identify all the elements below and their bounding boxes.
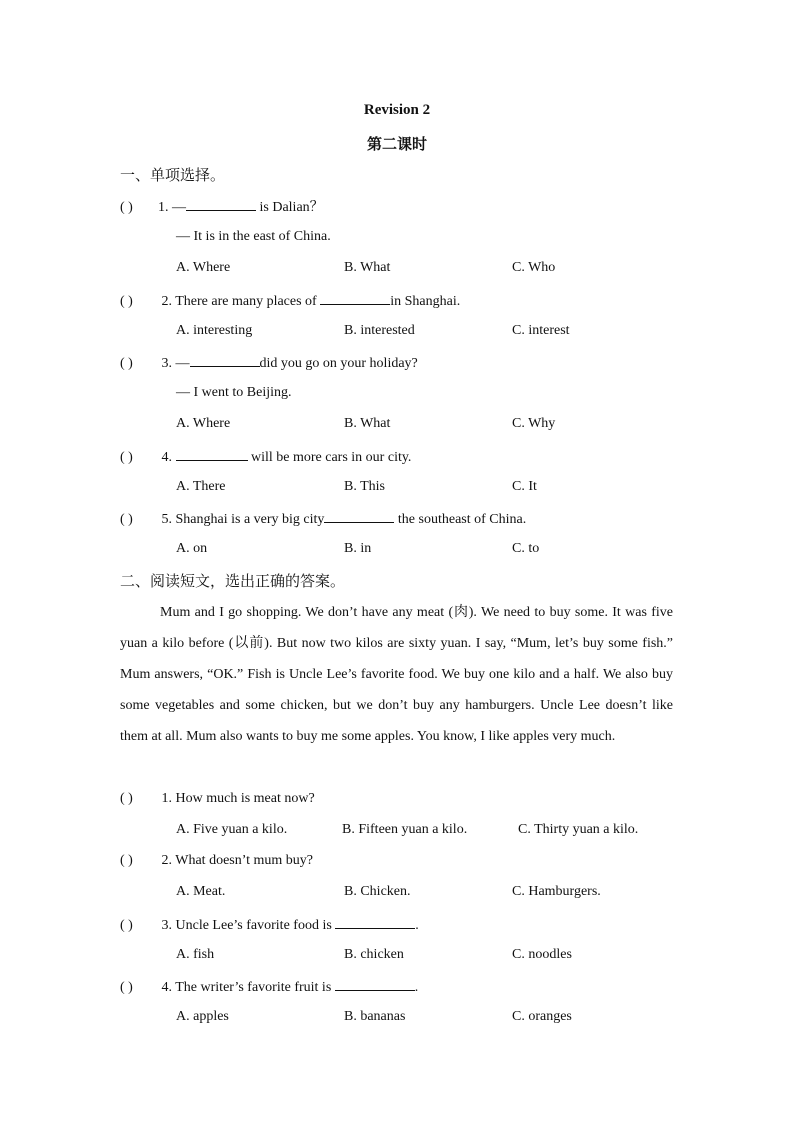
option-a: A. interesting [176,323,253,338]
question-text: 1. How much is meat now? [158,791,315,806]
question-row [120,352,418,372]
option-a: A. Five yuan a kilo. [176,822,288,837]
option-b: B. Chicken. [344,884,411,899]
answer-bracket: ( ) [120,980,133,995]
answer-blank [324,508,394,523]
passage-text: Mum and I go shopping. We don’t have any meat (肉). We need to buy some. It was five yuan a kilo before (以前). But now two kilos are sixty yuan. I say, “Mum, let’s buy some fish.” Mum answers, “OK.” Fish is Uncle Lee’s favorite food. We buy one kilo and a half. We also buy some vegetables and some chicken, but we don’t buy any hamburgers. Uncle Lee doesn’t like them at all. Mum also wants to buy me some apples. You know, I like apples very much. [120,605,673,744]
question-prefix: 4. [158,450,176,465]
reading-passage [120,597,673,752]
option-b: B. in [344,541,372,556]
answer-blank [320,290,390,305]
question-row [120,914,419,934]
option-b: B. chicken [344,947,404,962]
option-a: A. Meat. [176,884,226,899]
question-row [120,196,324,216]
option-b: B. This [344,479,385,494]
option-c: C. to [512,541,540,556]
answer-blank [190,352,260,367]
page-title: Revision 2 [363,102,431,118]
question-line2: — It is in the east of China. [176,229,331,244]
answer-bracket: ( ) [120,450,133,465]
option-c: C. Who [512,260,556,275]
option-a: A. on [176,541,208,556]
option-c: C. Hamburgers. [512,884,601,899]
answer-bracket: ( ) [120,791,133,806]
answer-blank [335,914,415,929]
answer-blank [186,196,256,211]
option-a: A. Where [176,416,231,431]
answer-bracket: ( ) [120,294,133,309]
question-row [120,976,418,996]
page-subtitle: 第二课时 [366,137,427,153]
option-b: B. interested [344,323,415,338]
option-b: B. What [344,260,391,275]
answer-blank [176,446,248,461]
option-a: A. apples [176,1009,229,1024]
question-suffix: is Dalian？ [256,200,324,215]
question-row [120,508,526,528]
question-text: 3. Uncle Lee’s favorite food is [158,918,336,933]
question-text: 2. What doesn’t mum buy? [158,853,314,868]
question-row [120,290,460,310]
question-row [120,851,313,871]
option-b: B. What [344,416,391,431]
question-suffix: in Shanghai. [390,294,461,309]
option-c: C. It [512,479,537,494]
question-row [120,789,315,809]
answer-bracket: ( ) [120,853,133,868]
option-c: C. Why [512,416,556,431]
option-c: C. oranges [512,1009,572,1024]
question-suffix: . [415,918,419,933]
question-text: 4. The writer’s favorite fruit is [158,980,335,995]
question-prefix: 1. — [158,200,186,215]
question-line2: — I went to Beijing. [176,385,292,400]
option-c: C. interest [512,323,570,338]
question-row [120,446,411,466]
answer-bracket: ( ) [120,356,133,371]
answer-bracket: ( ) [120,918,133,933]
option-a: A. Where [176,260,231,275]
question-suffix: did you go on your holiday? [259,356,418,371]
option-c: C. Thirty yuan a kilo. [518,822,639,837]
question-prefix: 2. There are many places of [158,294,321,309]
question-prefix: 3. — [158,356,190,371]
answer-blank [335,976,415,991]
answer-bracket: ( ) [120,200,133,215]
section-heading-2: 二、阅读短文，选出正确的答案。 [120,574,346,590]
answer-bracket: ( ) [120,512,133,527]
section-heading-1: 一、单项选择。 [120,168,226,184]
question-suffix: . [414,980,419,995]
question-suffix: the southeast of China. [394,512,527,527]
question-suffix: will be more cars in our city. [247,450,412,465]
question-prefix: 5. Shanghai is a very big city [158,512,325,527]
option-a: A. fish [176,947,215,962]
option-a: A. There [176,479,226,494]
option-b: B. bananas [344,1009,406,1024]
option-c: C. noodles [512,947,572,962]
option-b: B. Fifteen yuan a kilo. [342,822,468,837]
